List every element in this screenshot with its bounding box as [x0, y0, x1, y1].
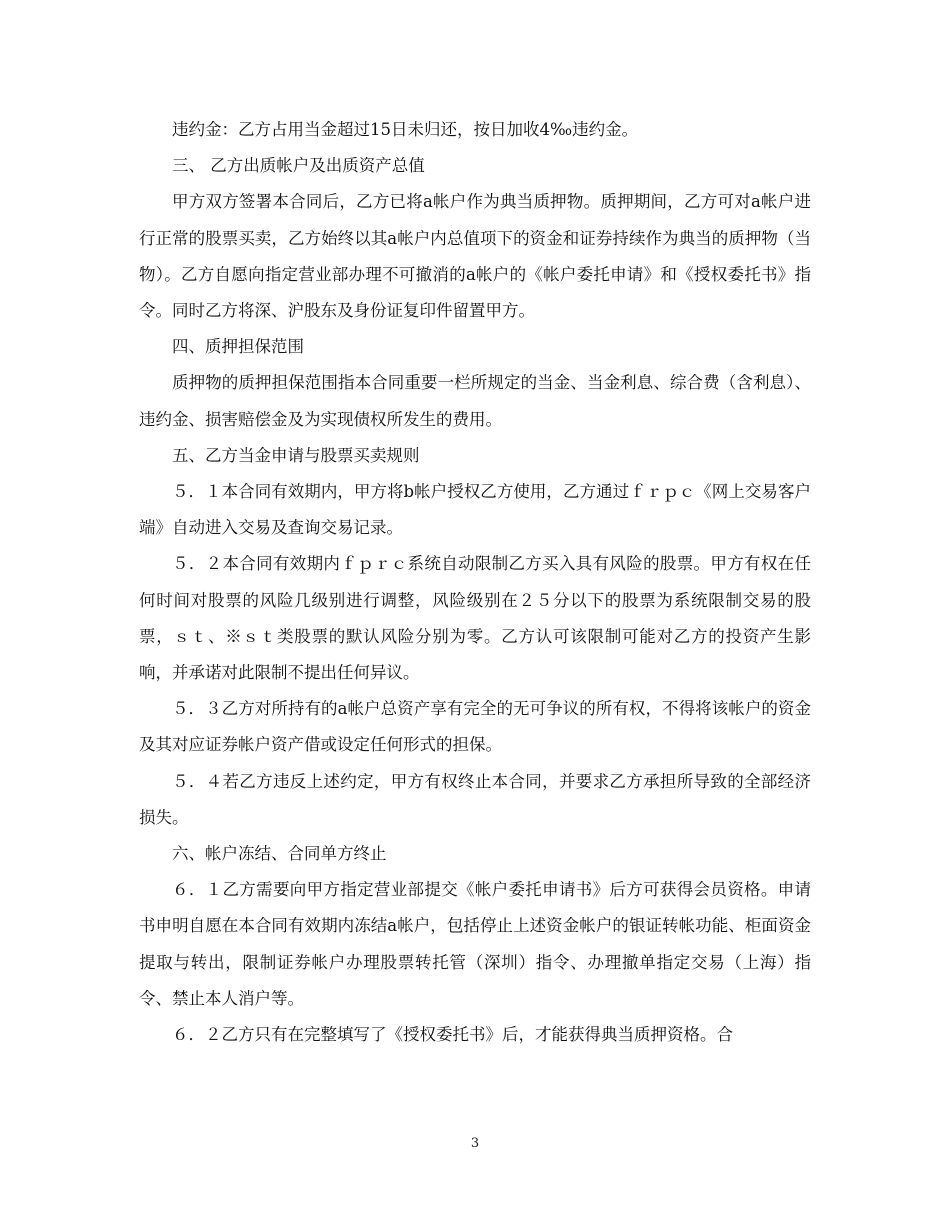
clause-5-2: ５．２本合同有效期内ｆｐｒｃ系统自动限制乙方买入具有风险的股票。甲方有权在任何时间对股票的风险几级别进行调整，风险级别在２５分以下的股票为系统限制交易的股票，ｓｔ、※ｓｔ类股票的默认风险分别为零。乙方认可该限制可能对乙方的投资产生影响，并承诺对此限制不提出任何异议。 — [139, 554, 811, 683]
heading-section-6: 六、帐户冻结、合同单方终止 — [172, 844, 387, 864]
clause-5-4: ５．４若乙方违反上述约定，甲方有权终止本合同，并要求乙方承担所导致的全部经济损失。 — [139, 771, 811, 827]
clause-6-1: ６．１乙方需要向甲方指定营业部提交《帐户委托申请书》后方可获得会员资格。申请书申明自愿在本合同有效期内冻结a帐户，包括停止上述资金帐户的银证转帐功能、柜面资金提取与转出，限制证券帐户办理股票转托管（深圳）指令、办理撤单指定交易（上海）指令、禁止本人消户等。 — [139, 880, 811, 1008]
clause-5-3: ５．３乙方对所持有的a帐户总资产享有完全的无可争议的所有权，不得将该帐户的资金及其对应证券帐户资产借或设定任何形式的担保。 — [139, 699, 811, 755]
document-body — [139, 112, 811, 1053]
clause-5-1: ５．１本合同有效期内，甲方将b帐户授权乙方使用，乙方通过ｆｒｐｃ《网上交易客户端》自动进入交易及查询交易记录。 — [139, 482, 811, 538]
paragraph-section-4: 质押物的质押担保范围指本合同重要一栏所规定的当金、当金利息、综合费（含利息）、违约金、损害赔偿金及为实现债权所发生的费用。 — [139, 373, 811, 429]
page-number: 3 — [470, 1136, 480, 1151]
heading-section-4: 四、质押担保范围 — [172, 337, 304, 357]
paragraph-section-3: 甲方双方签署本合同后，乙方已将a帐户作为典当质押物。质押期间，乙方可对a帐户进行正常的股票买卖，乙方始终以其a帐户内总值项下的资金和证券持续作为典当的质押物（当物）。乙方自愿向指定营业部办理不可撤消的a帐户的《帐户委托申请》和《授权委托书》指令。同时乙方将深、沪股东及身份证复印件留置甲方。 — [139, 192, 811, 321]
heading-section-3: 三、 乙方出质帐户及出质资产总值 — [172, 156, 425, 176]
clause-6-2: ６．２乙方只有在完整填写了《授权委托书》后，才能获得典当质押资格。合 — [172, 1025, 733, 1045]
paragraph-penalty: 违约金：乙方占用当金超过15日未归还，按日加收4‰违约金。 — [172, 120, 639, 139]
heading-section-5: 五、乙方当金申请与股票买卖规则 — [172, 445, 420, 465]
